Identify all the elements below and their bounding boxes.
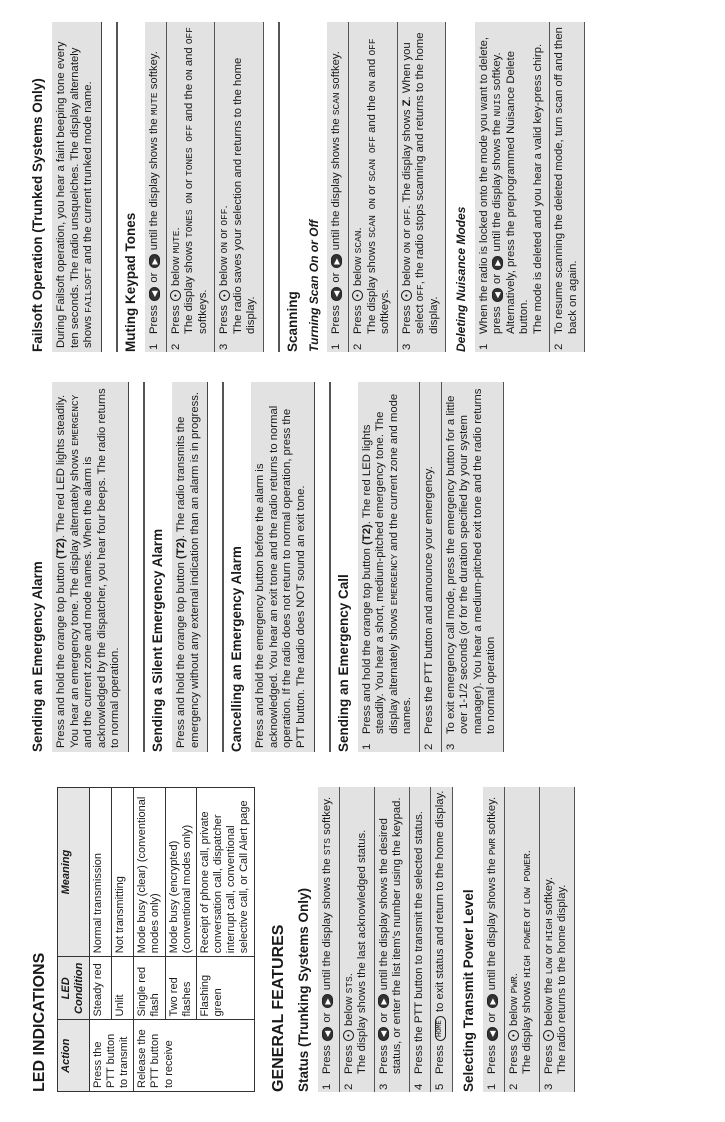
text-part: and <box>365 58 378 78</box>
display-code: SCAN OFF <box>366 136 378 182</box>
step-part: until the display shows the <box>321 858 333 991</box>
text-part: below <box>351 256 364 287</box>
text-part: below <box>400 256 413 287</box>
display-code: OFF <box>401 208 413 226</box>
led-action: Press the PTT button to transmit <box>89 1020 134 1092</box>
step-part: or <box>521 907 534 918</box>
text-part: Press <box>351 305 364 334</box>
led-condition: Steady red <box>89 957 111 1020</box>
key-label: (T2) <box>55 538 68 559</box>
display-code: MUTE <box>149 92 161 116</box>
status-title: Status (Trunking Systems Only) <box>295 887 311 1092</box>
step-part: The display shows the last acknowledged status. <box>356 829 369 1074</box>
text-part: and the <box>365 95 378 133</box>
step-text: To exit emergency call mode, press the emergency button for a little over 1-1/2 seconds (or for the duration specified by your system manager). You hear a medium-pitched exit tone and the radio returns to normal operation <box>444 388 498 734</box>
text-part: Press <box>400 305 413 334</box>
emergency-alarm-title: Sending an Emergency Alarm <box>30 561 45 752</box>
text-part: until the display shows the <box>330 118 343 251</box>
led-table <box>57 787 254 1092</box>
step-part: until the display shows the desired status, or enter the list item's number using the keypad. <box>377 797 404 1074</box>
text-part: softkey. <box>148 51 161 90</box>
list-item <box>327 22 349 352</box>
step-part: to exit status and return to the home display. <box>434 790 447 1013</box>
emergency-call-title: Sending an Emergency Call <box>329 382 352 752</box>
select-button-icon: • <box>508 1030 519 1041</box>
text-part: , the radio stops scanning and returns to the home display. <box>414 32 440 334</box>
text-part: Press <box>148 305 161 334</box>
step-text <box>361 382 415 734</box>
text-part: Press and hold the orange top button <box>360 548 373 734</box>
list-item <box>145 22 167 352</box>
step-number: 4 <box>412 1083 425 1090</box>
text-part: and the current trunked mode name. <box>82 81 95 265</box>
text-part: or <box>183 179 196 190</box>
step-text <box>543 877 570 1074</box>
step-number: 3 <box>542 1083 555 1090</box>
step-text <box>321 797 335 1074</box>
step-part: softkey. <box>542 877 555 916</box>
list-item <box>410 787 432 1092</box>
display-code: FAILSOFT <box>83 267 95 313</box>
text-part: When the radio is locked onto the mode you want to delete, press <box>477 36 504 334</box>
step-text <box>508 850 535 1074</box>
led-meaning: Mode busy (clear) (conventional modes only) <box>134 788 165 957</box>
text-part: . The display shows <box>400 109 413 209</box>
step-number: 1 <box>360 743 373 750</box>
step-part: . <box>521 850 534 854</box>
step-part: below <box>342 996 355 1027</box>
text-part: . The red LED lights steadily. You hear an emergency tone. The display alternately shows <box>55 394 81 748</box>
display-code: SCAN <box>352 230 364 254</box>
display-code: NUIS <box>492 93 504 117</box>
step-number: 3 <box>400 343 413 350</box>
text-part: The display shows <box>365 241 378 334</box>
power-steps <box>483 787 575 1092</box>
display-code: LOW <box>543 957 555 975</box>
left-arrow-icon: ◀ <box>487 1027 498 1041</box>
display-code: PWR <box>487 838 499 856</box>
step-number: 2 <box>507 1083 520 1090</box>
led-condition: Flashing green <box>196 957 254 1020</box>
display-code: SCAN <box>331 92 343 116</box>
list-item <box>318 787 340 1092</box>
right-arrow-icon: ▶ <box>331 254 342 268</box>
text-part: Press <box>330 305 343 334</box>
status-steps <box>318 787 453 1092</box>
table-row <box>134 788 165 1092</box>
step-text: Press the PTT button and announce your emergency. <box>422 466 435 734</box>
led-header-condition: LED Condition <box>58 957 89 1020</box>
led-meaning: Not transmitting <box>111 788 133 957</box>
text-part: until the display shows the <box>491 119 504 252</box>
led-condition: Single red flash <box>134 957 165 1020</box>
step-part: until the display shows the <box>486 858 499 991</box>
step-part: softkey. <box>486 796 499 835</box>
text-part: During Failsoft operation, you hear a faint beeping tone every ten seconds. The radio unsquelches. The display alternately shows <box>55 41 95 348</box>
display-code: MUTE <box>170 230 182 254</box>
silent-alarm-text <box>172 382 208 752</box>
step-part: Press <box>486 1045 499 1074</box>
text-part: Press <box>218 305 231 334</box>
step-number: 2 <box>422 743 435 750</box>
step-text <box>148 51 162 334</box>
step-text <box>486 797 500 1074</box>
list-item <box>340 787 375 1092</box>
text-part: The mode is deleted and you hear a valid key-press chirp. <box>531 43 544 334</box>
text-part: or <box>491 273 504 284</box>
text-part: Press and hold the orange top button <box>175 562 188 748</box>
display-code: SCAN ON <box>366 198 378 238</box>
step-text: To resume scanning the deleted mode, turn scan off and then back on again. <box>553 27 579 334</box>
table-row <box>89 788 111 1092</box>
power-title: Selecting Transmit Power Level <box>460 889 476 1092</box>
step-part: softkey. <box>321 796 333 835</box>
scan-subtitle: Turning Scan On or Off <box>307 219 322 352</box>
select-button-icon: • <box>352 290 363 301</box>
step-text <box>401 22 442 334</box>
column-right <box>30 22 593 352</box>
step-text <box>434 791 448 1074</box>
list-item <box>358 382 420 752</box>
text-part: and <box>183 47 196 67</box>
display-code: OFF <box>415 284 427 302</box>
step-text <box>330 51 344 334</box>
step-part: Press <box>434 1045 447 1074</box>
step-part: Press <box>377 1045 390 1074</box>
failsoft-title: Failsoft Operation (Trunked Systems Only) <box>30 78 45 352</box>
step-part: The radio returns to the home display. <box>556 884 569 1074</box>
display-code: ON <box>219 241 231 254</box>
led-header-meaning: Meaning <box>58 788 89 957</box>
text-part: Press <box>169 305 182 334</box>
text-part: or <box>148 272 161 283</box>
step-number: 3 <box>218 343 231 350</box>
display-code: TONES ON <box>184 192 196 238</box>
display-code: PWR <box>508 976 520 994</box>
list-item <box>375 787 410 1092</box>
muting-title: Muting Keypad Tones <box>116 22 139 352</box>
step-number: 3 <box>444 743 457 750</box>
scan-icon: Z <box>400 99 413 107</box>
list-item <box>550 22 585 352</box>
select-button-icon: • <box>170 290 181 301</box>
text-part: softkey. Alternatively, press the preprogrammed Nuisance Delete button. <box>491 51 531 334</box>
step-text <box>170 22 211 334</box>
list-item <box>442 382 504 752</box>
led-meaning: Mode busy (encrypted) (conventional modes only) <box>165 788 196 957</box>
select-button-icon: • <box>543 1030 554 1041</box>
list-item <box>540 787 575 1092</box>
failsoft-text <box>52 22 102 352</box>
step-number: 1 <box>330 343 343 350</box>
text-part: and the current zone and mode names. <box>387 393 414 734</box>
left-arrow-icon: ◀ <box>331 287 342 301</box>
led-header-action: Action <box>58 1020 89 1092</box>
step-number: 2 <box>553 343 566 350</box>
step-number: 2 <box>351 343 364 350</box>
step-part: Press <box>507 1045 520 1074</box>
general-features-title: GENERAL FEATURES <box>269 924 287 1092</box>
display-code: HIGH POWER <box>522 920 534 978</box>
step-text <box>343 830 370 1074</box>
select-button-icon: • <box>343 1030 354 1041</box>
text-part: . <box>169 227 182 231</box>
list-item <box>215 22 264 352</box>
display-code: EMERGENCY <box>388 553 400 606</box>
step-part: Press <box>342 1045 355 1074</box>
display-code: OFF <box>184 27 196 45</box>
step-part: or <box>377 1012 390 1023</box>
text-part: or <box>330 272 343 283</box>
display-code: STS <box>343 976 355 994</box>
display-code: ON <box>184 69 196 81</box>
step-part: The display shows <box>521 981 534 1074</box>
display-code: ON <box>401 241 413 254</box>
list-item <box>475 22 551 352</box>
column-middle <box>30 382 512 752</box>
cancel-alarm-title: Cancelling an Emergency Alarm <box>222 382 245 752</box>
key-label: (T2) <box>360 524 373 545</box>
scanning-title: Scanning <box>278 22 301 352</box>
list-item <box>167 22 216 352</box>
right-arrow-icon: ▶ <box>149 254 160 268</box>
select-button-icon: • <box>401 290 412 301</box>
display-code: OFF <box>366 38 378 56</box>
step-part: Press <box>542 1045 555 1074</box>
text-part: and the <box>183 83 196 122</box>
step-part: . <box>342 973 355 977</box>
led-indications-title: LED INDICATIONS <box>31 952 48 1092</box>
step-text <box>218 22 259 334</box>
step-number: 1 <box>486 1083 499 1090</box>
step-part: Press <box>321 1045 333 1074</box>
step-number: 1 <box>477 343 490 350</box>
right-arrow-icon: ▶ <box>492 256 503 270</box>
list-item <box>483 787 505 1092</box>
list-item <box>431 787 453 1092</box>
display-code: HIGH <box>543 918 555 942</box>
step-number: 1 <box>321 1083 333 1090</box>
text-part: or <box>400 228 413 239</box>
text-part: . <box>218 205 231 209</box>
step-part: or <box>542 944 555 955</box>
text-part: softkey. <box>330 51 343 90</box>
step-part: below the <box>542 977 555 1027</box>
display-code: STS <box>322 838 333 856</box>
led-meaning: Receipt of phone call, private conversation call, dispatcher interrupt call, conventional selective call, or Call Alert page <box>196 788 254 957</box>
left-arrow-icon: ◀ <box>378 1027 389 1041</box>
display-code: TONES OFF <box>184 124 196 176</box>
nuisance-subtitle: Deleting Nuisance Modes <box>454 206 469 352</box>
step-number: 3 <box>377 1083 390 1090</box>
text-part: below <box>169 256 182 287</box>
left-arrow-icon: ◀ <box>492 288 503 302</box>
text-part: or <box>365 184 378 195</box>
display-code: EMERGENCY <box>69 394 81 446</box>
home-button-icon: HOME <box>435 1016 446 1041</box>
text-part: . The radio transmits the emergency without any external indication than an alarm is in progress. <box>175 391 201 748</box>
step-part: or <box>486 1012 499 1023</box>
text-part: The radio saves your selection and returns to the home display. <box>231 57 258 334</box>
step-part: below <box>507 996 520 1027</box>
right-arrow-icon: ▶ <box>322 994 333 1008</box>
right-arrow-icon: ▶ <box>378 994 389 1008</box>
list-item <box>505 787 540 1092</box>
text-part: until the display shows the <box>148 118 161 251</box>
list-item <box>420 382 442 752</box>
step-text <box>378 787 405 1074</box>
display-code: LOW POWER <box>522 853 534 905</box>
step-number: 5 <box>434 1083 447 1090</box>
text-part: softkeys. <box>196 289 209 334</box>
step-part: . <box>507 973 520 977</box>
text-part: below <box>218 256 231 287</box>
display-code: ON <box>366 80 378 93</box>
led-meaning: Normal transmission <box>89 788 111 957</box>
scanning-steps <box>327 22 446 352</box>
list-item <box>349 22 398 352</box>
text-part: and the current zone and mode names. When the alarm is acknowledged by the dispatcher, you hear four beeps. The radio returns to normal operation. <box>82 388 122 748</box>
cancel-alarm-text: Press and hold the emergency button before the alarm is acknowledged. You hear an exit tone and the radio returns to normal operation. If the radio does not return to normal operation, press the PTT button. The radio does NOT sound an exit tone. <box>251 382 314 752</box>
step-number: 2 <box>169 343 182 350</box>
column-left <box>30 787 583 1092</box>
nuisance-steps <box>475 22 586 352</box>
text-part: or <box>218 228 231 239</box>
step-text <box>352 22 393 334</box>
step-number: 1 <box>148 343 161 350</box>
text-part: . When you select <box>400 42 427 334</box>
led-condition: Two red flashes <box>165 957 196 1020</box>
led-action: Release the PTT button to receive <box>134 1020 255 1092</box>
text-part: . <box>351 227 364 231</box>
text-part: The display shows <box>183 241 196 334</box>
list-item <box>398 22 447 352</box>
left-arrow-icon: ◀ <box>322 1027 333 1041</box>
step-part: or <box>321 1012 333 1023</box>
display-code: OFF <box>219 208 231 226</box>
right-arrow-icon: ▶ <box>487 994 498 1008</box>
select-button-icon: • <box>219 290 230 301</box>
text-part: softkeys. <box>379 289 392 334</box>
key-label: (T2) <box>175 538 188 559</box>
step-text <box>478 22 546 334</box>
step-number: 2 <box>342 1083 355 1090</box>
muting-steps <box>145 22 264 352</box>
silent-alarm-title: Sending a Silent Emergency Alarm <box>143 382 166 752</box>
emergency-alarm-text <box>52 382 129 752</box>
left-arrow-icon: ◀ <box>149 287 160 301</box>
text-part: Press and hold the orange top button <box>55 562 68 748</box>
text-part: . The red LED lights steadily. You hear a short, medium-pitched emergency tone. The display alternately shows <box>360 411 400 734</box>
led-condition: Unlit <box>111 957 133 1020</box>
emergency-call-steps <box>358 382 504 752</box>
step-text: Press the PTT button to transmit the selected status. <box>412 811 425 1074</box>
